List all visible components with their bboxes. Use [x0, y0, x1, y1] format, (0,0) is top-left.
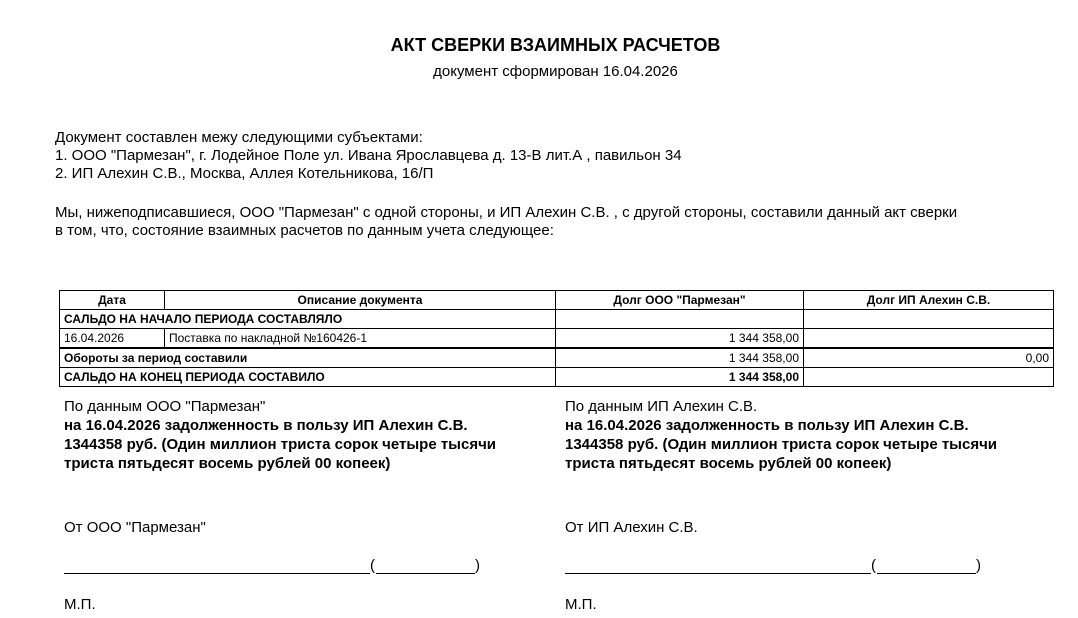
left-signer: От ООО "Пармезан"	[64, 519, 206, 536]
closing-balance-party1: 1 344 358,00	[556, 368, 804, 387]
turnover-party1: 1 344 358,00	[556, 348, 804, 368]
left-debt-line-1: на 16.04.2026 задолженность в пользу ИП Алехин С.В.	[64, 417, 468, 434]
reconciliation-table	[59, 290, 1054, 387]
right-paren-open: (	[871, 557, 876, 574]
left-signature-line	[64, 573, 370, 574]
document-date: документ сформирован 16.04.2026	[433, 63, 678, 80]
row-description: Поставка по накладной №160426-1	[165, 329, 556, 349]
table-row	[60, 329, 1054, 349]
opening-balance-party1	[556, 310, 804, 329]
left-name-line	[376, 573, 475, 574]
opening-balance-label: САЛЬДО НА НАЧАЛО ПЕРИОДА СОСТАВЛЯЛО	[60, 310, 556, 329]
party-2: 2. ИП Алехин С.В., Москва, Аллея Котельникова, 16/П	[55, 165, 434, 182]
turnover-row	[60, 348, 1054, 368]
left-debt-line-2: 1344358 руб. (Один миллион триста сорок четыре тысячи	[64, 436, 497, 453]
parties-section	[55, 129, 682, 183]
header-debt-party2: Долг ИП Алехин С.В.	[804, 291, 1054, 310]
left-paren-close: )	[475, 557, 480, 574]
document-title: АКТ СВЕРКИ ВЗАИМНЫХ РАСЧЕТОВ	[390, 35, 721, 55]
parties-lead: Документ составлен межу следующими субъектами:	[55, 129, 423, 146]
statement-section	[55, 204, 957, 240]
right-debt-line-3: триста пятьдесят восемь рублей 00 копеек)	[565, 455, 892, 472]
statement-line-2: в том, что, состояние взаимных расчетов по данным учета следующее:	[55, 222, 554, 239]
row-debt-party2	[804, 329, 1054, 349]
left-conclusion	[64, 397, 496, 473]
opening-balance-party2	[804, 310, 1054, 329]
party-1: 1. ООО "Пармезан", г. Лодейное Поле ул. Ивана Ярославцева д. 13-В лит.А , павильон 34	[55, 147, 682, 164]
left-paren-open: (	[370, 557, 375, 574]
header-description: Описание документа	[165, 291, 556, 310]
header-date: Дата	[60, 291, 165, 310]
turnover-label: Обороты за период составили	[60, 348, 556, 368]
turnover-party2: 0,00	[804, 348, 1054, 368]
closing-balance-row	[60, 368, 1054, 387]
right-debt-line-2: 1344358 руб. (Один миллион триста сорок четыре тысячи	[565, 436, 998, 453]
right-paren-close: )	[976, 557, 981, 574]
row-debt-party1: 1 344 358,00	[556, 329, 804, 349]
right-source: По данным ИП Алехин С.В.	[565, 398, 758, 415]
right-signer: От ИП Алехин С.В.	[565, 519, 698, 536]
header-debt-party1: Долг ООО "Пармезан"	[556, 291, 804, 310]
statement-line-1: Мы, нижеподписавшиеся, ООО "Пармезан" с одной стороны, и ИП Алехин С.В. , с другой стороны, составили данный акт сверки	[55, 204, 958, 221]
table-header-row	[60, 291, 1054, 310]
closing-balance-party2	[804, 368, 1054, 387]
left-debt-line-3: триста пятьдесят восемь рублей 00 копеек)	[64, 455, 391, 472]
right-stamp: М.П.	[565, 596, 597, 613]
right-name-line	[877, 573, 976, 574]
opening-balance-row	[60, 310, 1054, 329]
right-debt-line-1: на 16.04.2026 задолженность в пользу ИП Алехин С.В.	[565, 417, 969, 434]
left-stamp: М.П.	[64, 596, 96, 613]
closing-balance-label: САЛЬДО НА КОНЕЦ ПЕРИОДА СОСТАВИЛО	[60, 368, 556, 387]
row-date: 16.04.2026	[60, 329, 165, 349]
right-signature-line	[565, 573, 871, 574]
left-source: По данным ООО "Пармезан"	[64, 398, 266, 415]
right-conclusion	[565, 397, 997, 473]
